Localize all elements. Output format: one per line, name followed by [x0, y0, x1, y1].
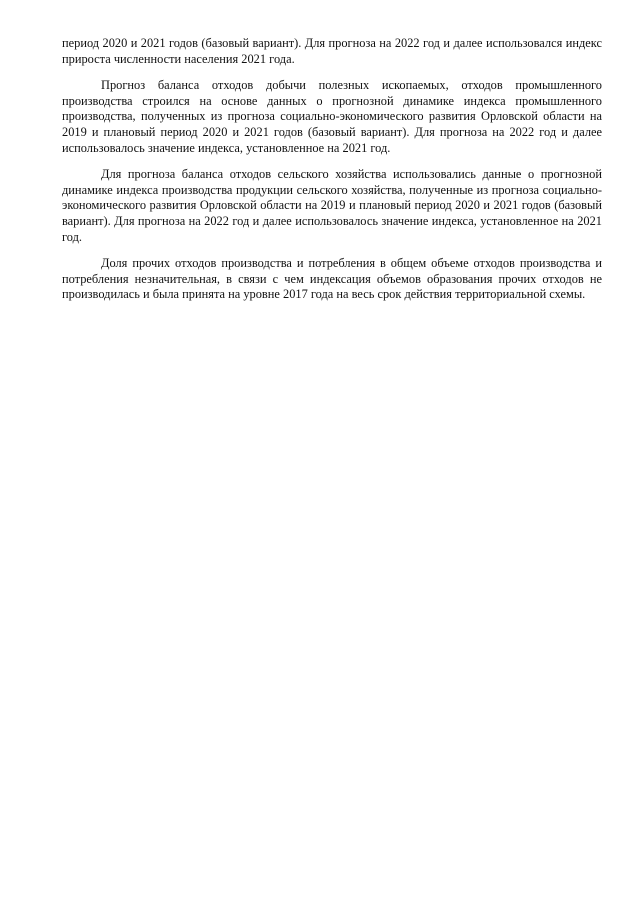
paragraph-continuation: период 2020 и 2021 годов (базовый вариант). Для прогноза на 2022 год и далее использовался индекс прироста численности населения 2021 года. — [62, 36, 602, 66]
paragraph-mining-industrial-waste: Прогноз баланса отходов добычи полезных ископаемых, отходов промышленного производства строился на основе данных о прогнозной динамике индекса промышленного производства, полученных из прогноза социально-экономического развития Орловской области на 2019 и плановый период 2020 и 2021 годов (базовый вариант). Для прогноза на 2022 год и далее использовалось значение индекса, установленное на 2021 год. — [62, 78, 602, 155]
paragraph-other-waste: Доля прочих отходов производства и потребления в общем объеме отходов производства и потребления незначительная, в связи с чем индексация объемов образования прочих отходов не производилась и была принята на уровне 2017 года на весь срок действия территориальной схемы. — [62, 256, 602, 302]
document-page — [62, 36, 602, 314]
paragraph-agricultural-waste: Для прогноза баланса отходов сельского хозяйства использовались данные о прогнозной динамике индекса производства продукции сельского хозяйства, полученные из прогноза социально-экономического развития Орловской области на 2019 и плановый период 2020 и 2021 годов (базовый вариант). Для прогноза на 2022 год и далее использовалось значение индекса, установленное на 2021 год. — [62, 167, 602, 244]
